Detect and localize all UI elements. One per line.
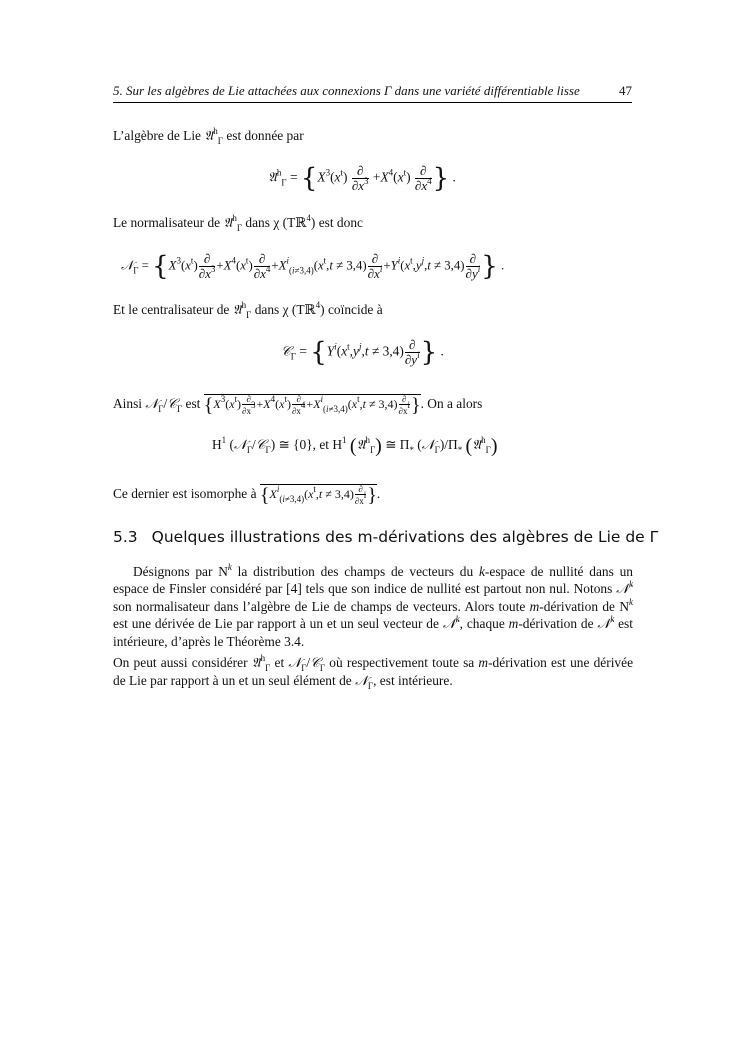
text: -espace de nullité dans un espace de Finsler considéré par [4] tels que son indice de nullité est partout non nul. Notons (113, 564, 633, 596)
frak-a: 𝔄 (268, 170, 277, 186)
equation-3: 𝒞$_\Gamma$ = {$Y^i(x^t,y^j,t \ne 3,4)$ $\frac{\partial}{\partial y^i}$ } . (281, 337, 444, 368)
paragraph-3: Et le centralisateur de 𝔄$^h_\Gamma$ dans χ (Tℝ$^4$) coïncide à (113, 300, 383, 320)
cal-n: 𝒩 (145, 396, 159, 412)
text: la distribution des champs de vecteurs du (231, 564, 479, 579)
text: On peut aussi considérer (113, 655, 252, 670)
text: , chaque (459, 616, 509, 631)
sub: Γ (281, 177, 287, 188)
sub: Γ (369, 445, 376, 455)
cal-n: 𝒩 (616, 582, 629, 597)
sub-gamma: Γ (217, 136, 223, 146)
text: et (270, 655, 289, 670)
fraction: $\frac{\partial}{\partial x^3}$ (351, 163, 369, 193)
equation-2: 𝒩$_\Gamma$ = {$X^3(x^t)$ $\frac{\partial}{\partial x^3}$ $+X^4(x^t)$ $\frac{\partial}{\partial x^4}$ $+X^i_{(i\ne 3,4)}(x^t,t \ne 3,4)$ $\frac{\partial}{\partial x^i}$ $+Y^i(x^t,y^j,t \ne 3,4)$ $\frac{\partial}{\partial y^i}$ } . (121, 251, 505, 282)
sub: Γ (246, 310, 252, 320)
page-number: 47 (619, 83, 632, 98)
sup: k (455, 614, 460, 624)
text: m (478, 655, 489, 670)
frak-a: 𝔄 (223, 216, 233, 231)
paragraph-1 (113, 127, 633, 145)
cal-n: 𝒩 (121, 258, 134, 274)
text: m (529, 599, 540, 614)
sub: Γ (133, 265, 139, 276)
quotient-set: {$X^3(x^t)$ $\frac{\partial}{\partial x^3}$ $+X^4(x^t)$ $\frac{\partial}{\partial x^4}$ $+X^i_{(i\ne 3,4)}(x^t,t \ne 3,4)$ $\frac{\partial}{\partial x^i}$ } (203, 393, 421, 416)
text: . (376, 485, 381, 501)
text: k (478, 564, 485, 579)
cal-c: 𝒞 (255, 438, 266, 453)
section-title: Quelques illustrations des m-dérivations des algèbres de Lie de Γ (151, 528, 659, 546)
section-number: 5.3 (113, 528, 138, 546)
text: Ce dernier est isomorphe à (113, 485, 257, 501)
sup: k (610, 614, 615, 624)
text: dans (254, 302, 280, 317)
sub: Γ (301, 663, 307, 673)
text: Désignons par N (133, 564, 228, 579)
r: ℝ (304, 302, 316, 317)
h: H (212, 437, 222, 452)
sup: h (365, 435, 370, 445)
text: où respectivement toute sa (325, 655, 479, 670)
text: , est intérieure. (373, 673, 453, 688)
text: est (185, 395, 201, 411)
text: est une dérivée de Lie par rapport à un et un seul vecteur de (113, 616, 443, 631)
r: ℝ (295, 215, 307, 230)
paragraph-6 (113, 563, 633, 650)
cal-n: 𝒩 (442, 617, 456, 632)
frak-a: 𝔄 (472, 438, 482, 453)
text: -dérivation de N (539, 599, 629, 614)
frak-a: 𝔄 (204, 129, 214, 144)
paragraph-2: Le normalisateur de 𝔄$^h_\Gamma$ dans χ (Tℝ$^4$) est donc (113, 213, 363, 233)
cal-n: 𝒩 (421, 438, 435, 453)
frak-a: 𝔄 (356, 438, 366, 453)
running-header (113, 83, 632, 103)
text: Le normalisateur de (113, 215, 221, 230)
text: Et le centralisateur de (113, 302, 230, 317)
sup: h (232, 213, 237, 223)
text: ≅ {0}, et H (278, 437, 343, 452)
sup: h (481, 435, 486, 445)
sub: Γ (434, 445, 440, 455)
frak-a: 𝔄 (232, 303, 242, 318)
sup: k (227, 562, 232, 572)
pi: /Π (444, 437, 458, 452)
cal-n: 𝒩 (233, 438, 247, 453)
paragraph-5 (113, 484, 633, 506)
sub: Γ (319, 663, 326, 673)
cal-c: 𝒞 (281, 344, 291, 360)
iso-set: {$X^i_{(i\ne 3,4)}(x^t,t \ne 3,4)$ $\frac{\partial}{\partial x^i}$ } (259, 483, 377, 506)
sup: h (260, 653, 266, 663)
sup: k (629, 579, 633, 589)
text: -dérivation est une dérivée de Lie par rapport à un et un seul élément de (113, 655, 634, 688)
text: m (508, 616, 519, 631)
sub: Γ (236, 223, 243, 233)
sup: h (241, 300, 247, 310)
sub: Γ (265, 445, 271, 455)
cal-c: 𝒞 (167, 396, 177, 412)
text: est donc (318, 215, 363, 230)
sub: Γ (176, 403, 183, 414)
chi: χ (T (282, 302, 305, 317)
pi: ≅ Π (385, 437, 410, 452)
equation-1: 𝔄$^h_\Gamma$ = {$X^3(x^t)$ $\frac{\partial}{\partial x^3}$ $+X^4(x^t)$ $\frac{\partial}{\partial x^4}$ } . (268, 163, 456, 194)
sub: Γ (265, 663, 271, 673)
sup: k (629, 597, 633, 607)
cal-c: 𝒞 (310, 656, 320, 671)
text: L’algèbre de Lie (113, 128, 201, 143)
cal-n: 𝒩 (355, 674, 368, 689)
sub: Γ (290, 351, 296, 362)
text: coïncide à (327, 302, 383, 317)
sub: Γ (485, 445, 491, 455)
frak-a: 𝔄 (251, 656, 261, 671)
section-heading (113, 527, 658, 547)
paragraph-4: Ainsi 𝒩$_\Gamma$/𝒞$_\Gamma$ est {$X^3(x^t)$ $\frac{\partial}{\partial x^3}$ $+X^4(x^t)$ $\frac{\partial}{\partial x^4}$ $+X^i_{(i\ne 3,4)}(x^t,t \ne 3,4)$ $\frac{\partial}{\partial x^i}$ }. On a alors (113, 393, 483, 416)
running-title: 5. Sur les algèbres de Lie attachées aux connexions Γ dans une variété différentiable lisse (113, 83, 580, 98)
text: est donnée par (226, 128, 304, 143)
text: est intérieure, d’après le Théorème 3.4. (113, 616, 633, 649)
sub: Γ (367, 681, 374, 691)
chi: χ (T (273, 215, 296, 230)
sub: Γ (158, 403, 164, 414)
text: son normalisateur dans l’algèbre de Lie de champs de vecteurs. Alors toute (113, 599, 530, 614)
sup: h (276, 167, 282, 178)
text: Ainsi (113, 395, 143, 411)
text: -dérivation de (518, 616, 598, 631)
text: . On a alors (420, 395, 483, 411)
equation-4: $H^1$ (𝒩$_\Gamma$/𝒞$_\Gamma$) ≅ {0}, et $H^1$ (𝔄$^h_\Gamma$) ≅ $\Pi_*$ $(𝒩_\Gamma)/\Pi_*$ (𝔄$^h_\Gamma$) (212, 434, 498, 457)
sub: Γ (246, 445, 253, 455)
fraction: $\frac{\partial}{\partial x^4}$ (414, 163, 432, 193)
cal-n: 𝒩 (288, 656, 302, 671)
paragraph-7: On peut aussi considérer 𝔄$^h_\Gamma$ et 𝒩$_\Gamma$/𝒞$_\Gamma$ où respectivement toute sa m-dérivation est une dérivée de Lie par rapport à un et un seul élément de 𝒩$_\Gamma$, est intérieure. (113, 653, 634, 691)
cal-n: 𝒩 (597, 617, 611, 632)
text: dans (245, 215, 270, 230)
sup-h: h (213, 126, 218, 136)
